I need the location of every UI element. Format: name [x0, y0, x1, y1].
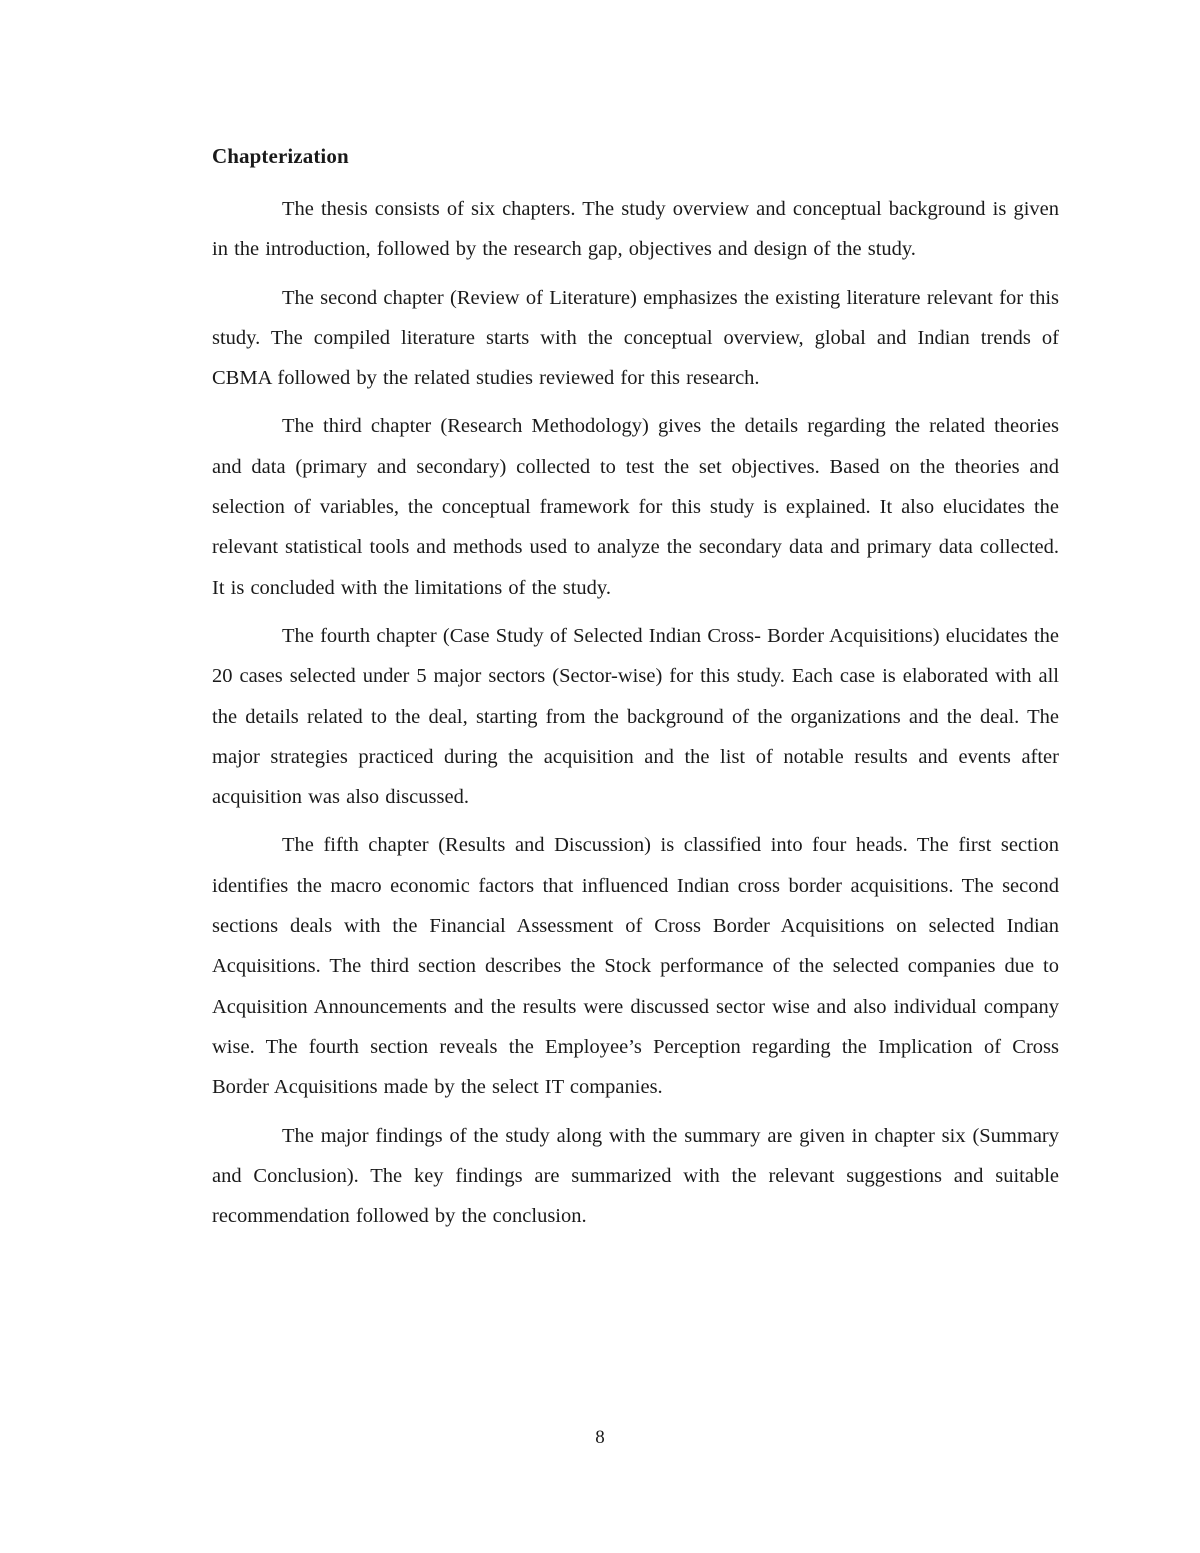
- paragraph-chapter-two: The second chapter (Review of Literature) emphasizes the existing literature relevant for this study. The compiled literature starts with the conceptual overview, global and Indian trends of CBMA followed by the related studies reviewed for this research.: [212, 286, 1059, 390]
- page-content: [212, 141, 1059, 1244]
- paragraph-chapter-five: The fifth chapter (Results and Discussion) is classified into four heads. The first section identifies the macro economic factors that influenced Indian cross border acquisitions. The second sections deals with the Financial Assessment of Cross Border Acquisitions on selected Indian Acquisitions. The third section describes the Stock performance of the selected companies due to Acquisition Announcements and the results were discussed sector wise and also individual company wise. The fourth section reveals the Employee’s Perception regarding the Implication of Cross Border Acquisitions made by the select IT companies.: [212, 834, 1059, 1099]
- page-number: 8: [595, 1427, 605, 1448]
- paragraph-thesis-overview: The thesis consists of six chapters. The study overview and conceptual background is given in the introduction, followed by the research gap, objectives and design of the study.: [212, 198, 1059, 261]
- paragraph-chapter-three: The third chapter (Research Methodology) gives the details regarding the related theories and data (primary and secondary) collected to test the set objectives. Based on the theories and selection of variables, the conceptual framework for this study is explained. It also elucidates the relevant statistical tools and methods used to analyze the secondary data and primary data collected. It is concluded with the limitations of the study.: [212, 415, 1059, 599]
- paragraph-chapter-six: The major findings of the study along with the summary are given in chapter six (Summary and Conclusion). The key findings are summarized with the relevant suggestions and suitable recommendation followed by the conclusion.: [212, 1124, 1059, 1228]
- section-heading: Chapterization: [212, 144, 349, 168]
- paragraph-chapter-four: The fourth chapter (Case Study of Selected Indian Cross- Border Acquisitions) elucidates the 20 cases selected under 5 major sectors (Sector-wise) for this study. Each case is elaborated with all the details related to the deal, starting from the background of the organizations and the deal. The major strategies practiced during the acquisition and the list of notable results and events after acquisition was also discussed.: [212, 624, 1059, 809]
